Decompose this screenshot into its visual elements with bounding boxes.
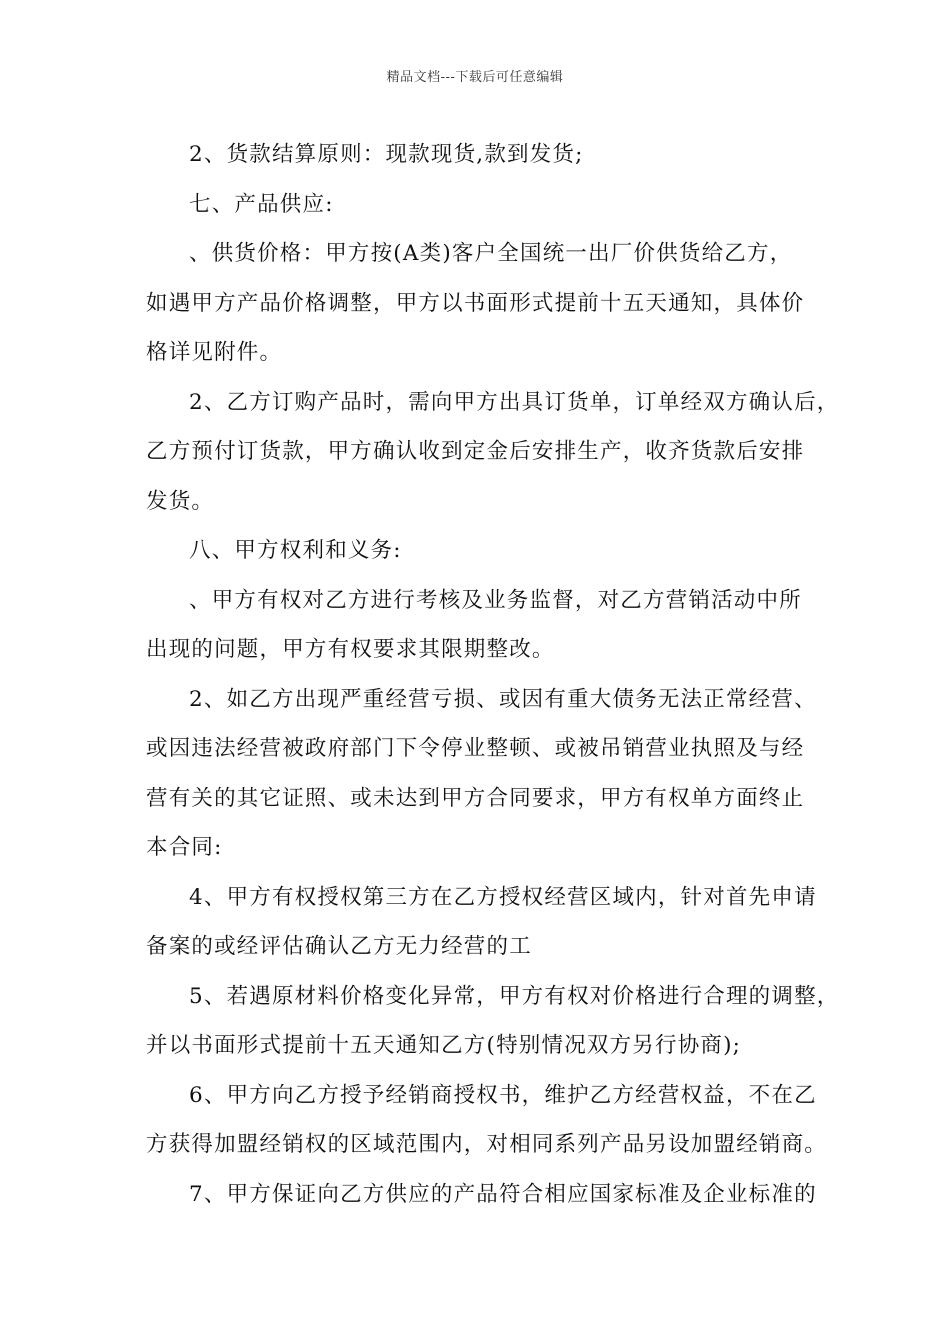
text-line: 本合同: <box>146 835 223 860</box>
section-heading: 八、甲方权利和义务: <box>189 538 402 563</box>
section-heading: 七、产品供应: <box>189 191 334 217</box>
document-body <box>146 130 840 1219</box>
text-line: 如遇甲方产品价格调整，甲方以书面形式提前十五天通知，具体价 <box>146 290 805 316</box>
text-line: 发货。 <box>146 488 215 514</box>
text-line: 并以书面形式提前十五天通知乙方(特别情况双方另行协商); <box>146 1033 742 1058</box>
text-line: 2、乙方订购产品时，需向甲方出具订货单，订单经双方确认后， <box>189 389 840 415</box>
text-line: 出现的问题，甲方有权要求其限期整改。 <box>146 637 555 662</box>
text-line: 6、甲方向乙方授予经销商授权书，维护乙方经营权益，不在乙 <box>189 1082 817 1108</box>
text-line: 、供货价格：甲方按(A类)客户全国统一出厂价供货给乙方， <box>189 241 793 266</box>
text-line: 或因违法经营被政府部门下令停业整顿、或被吊销营业执照及与经 <box>146 736 805 761</box>
text-line: 营有关的其它证照、或未达到甲方合同要求，甲方有权单方面终止 <box>146 785 805 811</box>
text-line: 备案的或经评估确认乙方无力经营的工 <box>146 934 532 959</box>
text-line: 乙方预付订货款，甲方确认收到定金后安排生产，收齐货款后安排 <box>146 439 805 464</box>
text-line: 4、甲方有权授权第三方在乙方授权经营区域内，针对首先申请 <box>189 884 817 910</box>
text-line: 5、若遇原材料价格变化异常，甲方有权对价格进行合理的调整， <box>189 983 840 1009</box>
text-line: 7、甲方保证向乙方供应的产品符合相应国家标准及企业标准的 <box>189 1181 817 1207</box>
text-line: 、甲方有权对乙方进行考核及业务监督，对乙方营销活动中所 <box>189 587 802 613</box>
page-header: 精品文档---下载后可任意编辑 <box>386 70 564 85</box>
text-line: 格详见附件。 <box>146 340 283 365</box>
text-line: 2、如乙方出现严重经营亏损、或因有重大债务无法正常经营、 <box>189 686 817 712</box>
text-line: 方获得加盟经销权的区域范围内，对相同系列产品另设加盟经销商。 <box>146 1132 828 1157</box>
text-line: 2、货款结算原则：现款现货,款到发货; <box>189 142 584 167</box>
